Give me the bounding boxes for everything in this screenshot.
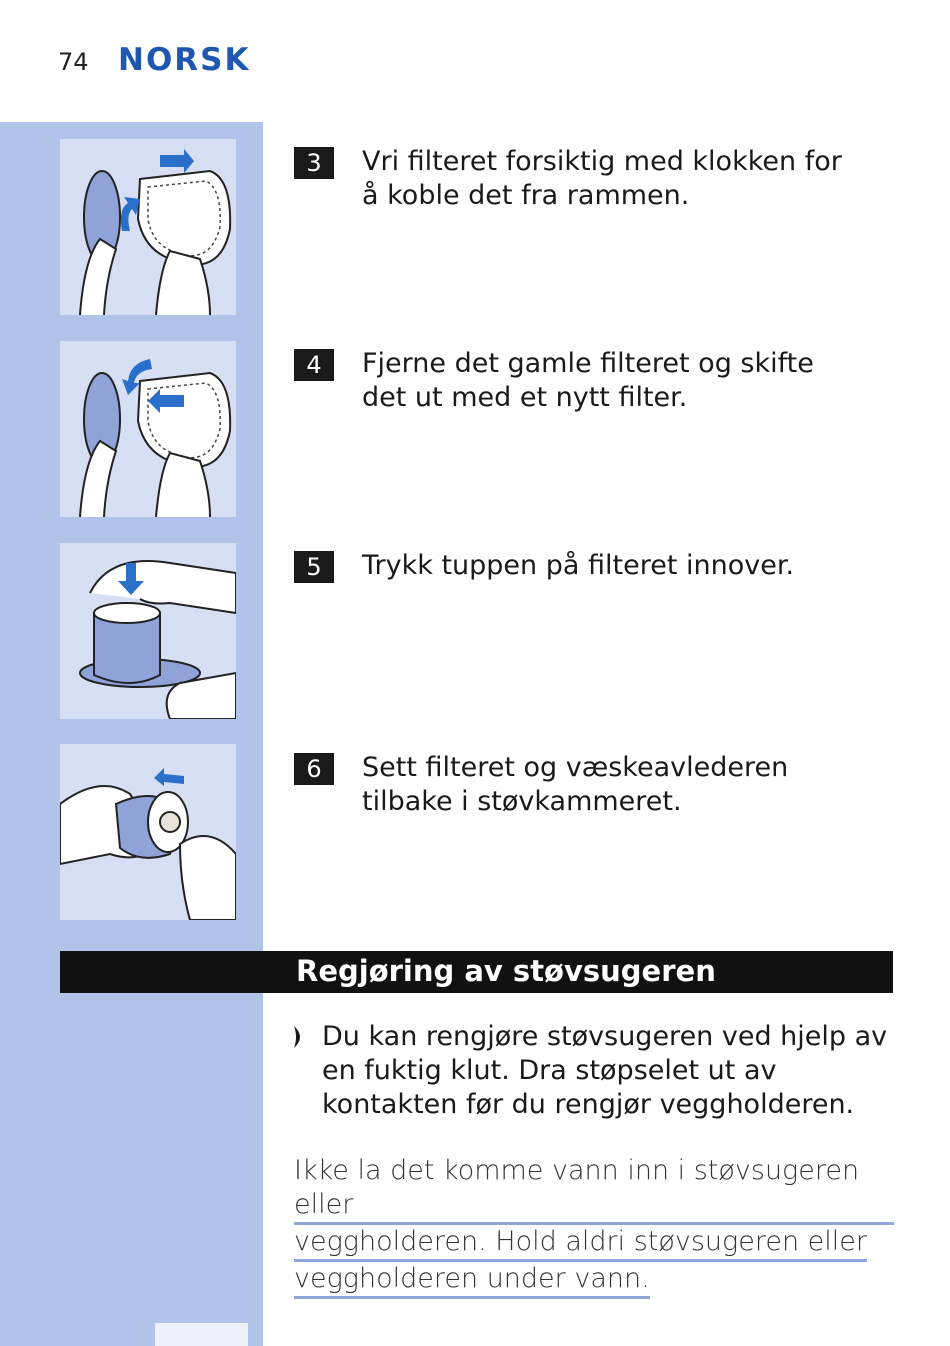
warning-note	[294, 1154, 894, 1299]
step-number: 6	[294, 753, 334, 785]
sidebar-pointer	[235, 754, 263, 784]
step-3	[294, 145, 864, 213]
warning-line: veggholderen under vann.	[294, 1262, 650, 1299]
step-number: 3	[294, 147, 334, 179]
page-number: 74	[58, 48, 89, 76]
warning-line: veggholderen. Hold aldri støvsugeren eller	[294, 1225, 867, 1262]
step-number: 4	[294, 349, 334, 381]
step-text: Trykk tuppen på filteret innover.	[362, 550, 795, 581]
step-4	[294, 347, 864, 415]
footer-box	[155, 1323, 248, 1346]
step-number: 5	[294, 551, 334, 583]
language-heading: NORSK	[118, 42, 251, 78]
sidebar-pointer	[235, 148, 263, 178]
step-text: Fjerne det gamle filteret og skifte det ut med et nytt filter.	[362, 348, 814, 413]
bullet-item	[294, 1020, 894, 1122]
warning-line: Ikke la det komme vann inn i støvsugeren eller	[294, 1154, 894, 1225]
filter-replace-illustration	[60, 341, 236, 517]
filter-twist-illustration	[60, 139, 236, 315]
filter-insert-illustration	[60, 744, 236, 920]
filter-press-illustration	[60, 543, 236, 719]
step-text: Sett filteret og væskeavlederen tilbake i støvkammeret.	[362, 752, 789, 817]
step-6	[294, 751, 864, 819]
bullet-text: Du kan rengjøre støvsugeren ved hjelp av en fuktig klut. Dra støpselet ut av kontakten før du rengjør veggholderen.	[322, 1021, 888, 1120]
bullet-icon	[294, 1026, 306, 1048]
sidebar-pointer	[235, 350, 263, 380]
step-text: Vri filteret forsiktig med klokken for å koble det fra rammen.	[362, 146, 842, 211]
section-title: Regjøring av støvsugeren	[296, 954, 716, 988]
sidebar-pointer	[235, 552, 263, 582]
step-5	[294, 549, 864, 583]
